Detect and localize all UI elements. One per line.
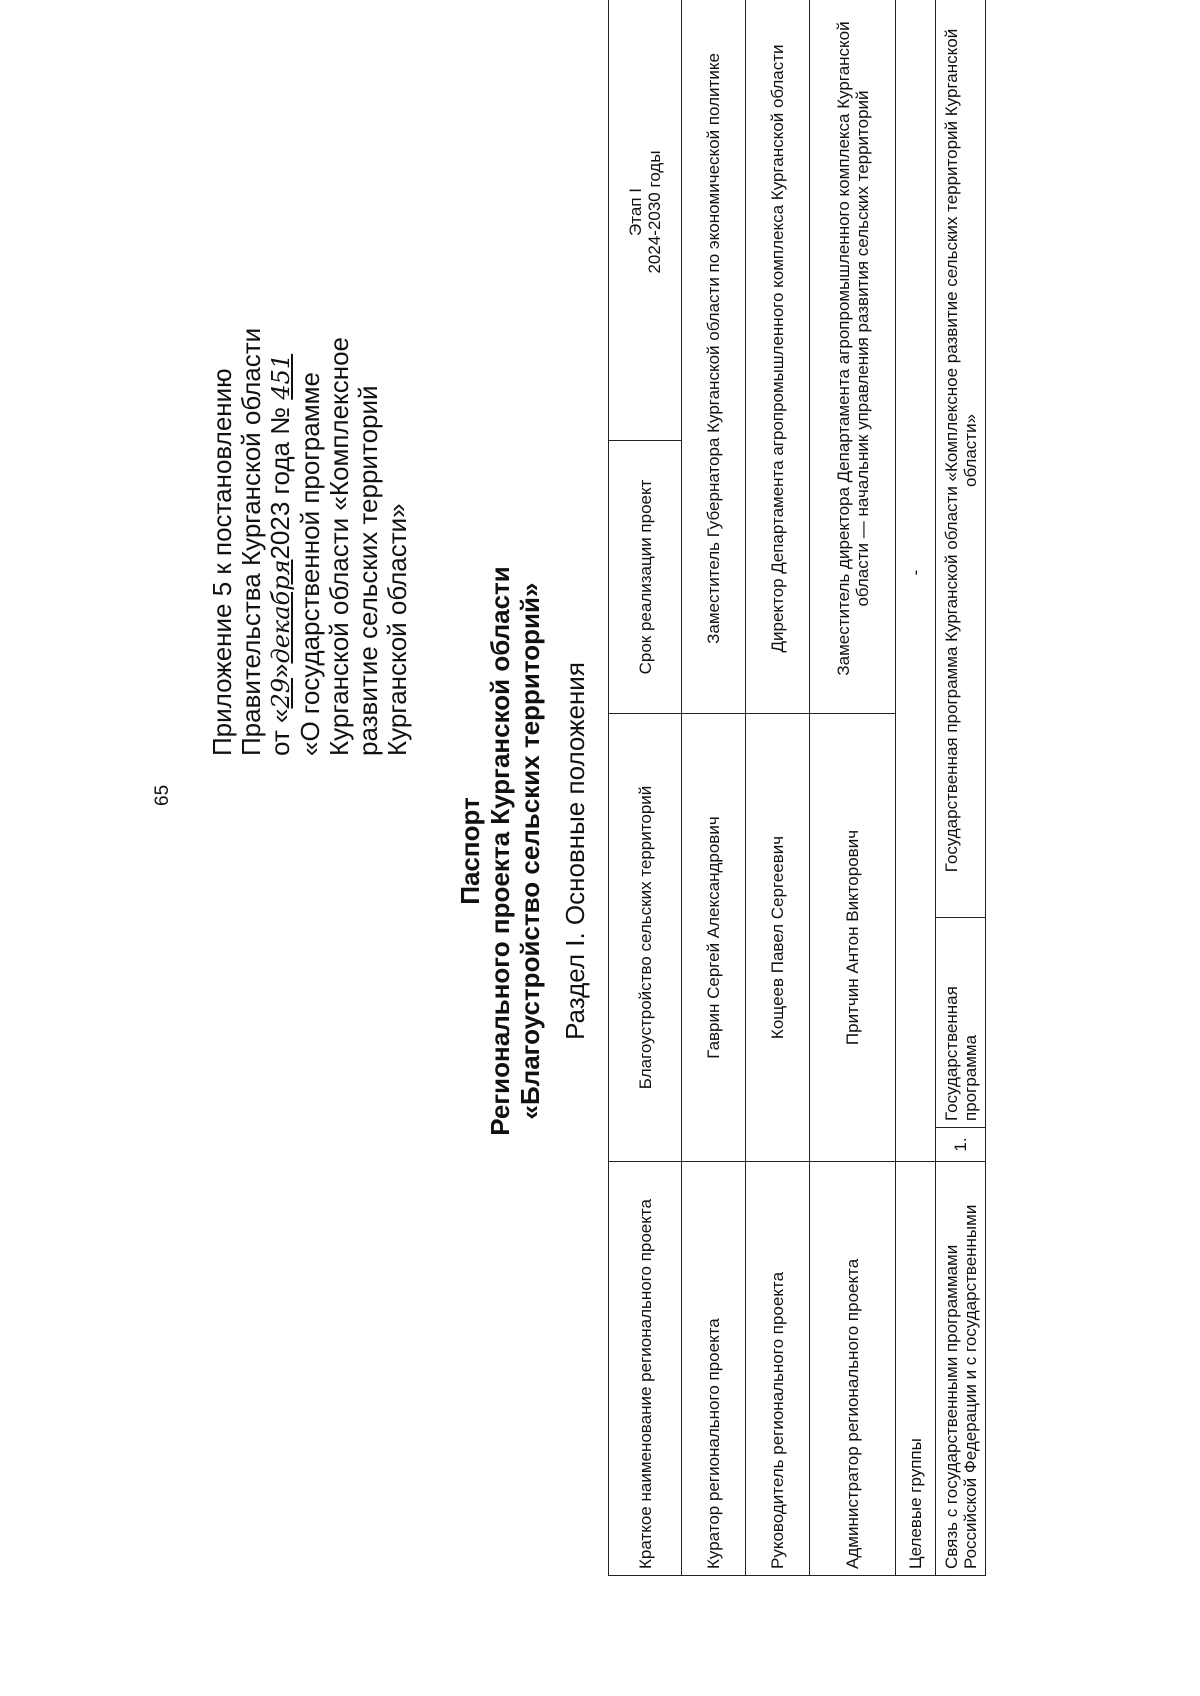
stage-years: 2024-2030 годы xyxy=(645,150,664,274)
table-row xyxy=(936,0,986,1576)
row-label: Администратор регионального проекта xyxy=(810,1162,896,1576)
appendix-line: Приложение 5 к постановлению xyxy=(207,368,237,756)
appendix-line: Курганской области» xyxy=(382,503,412,756)
row-label: Связь с государственными программами Российской Федерации и с государственными xyxy=(936,1162,986,1576)
section-heading: Раздел I. Основные положения xyxy=(560,662,590,1040)
leader-position: Директор Департамента агропромышленного комплекса Курганской области xyxy=(746,0,810,713)
appendix-line: развитие сельских территорий xyxy=(353,385,383,756)
row-label: Куратор регионального проекта xyxy=(682,1162,746,1576)
project-short-name: Благоустройство сельских территорий xyxy=(609,713,682,1161)
period-value xyxy=(609,0,681,440)
period-label: Срок реализации проект xyxy=(609,440,681,713)
row-label: Руководитель регионального проекта xyxy=(746,1162,810,1576)
appendix-date-year: 2023 года № xyxy=(265,406,295,560)
appendix-block xyxy=(208,16,412,756)
document-title xyxy=(455,386,545,1316)
program-name: Государственная программа Курганской области «Комплексное развитие сельских территорий Курганской области» xyxy=(936,0,986,918)
title-line: Регионального проекта Курганской области xyxy=(485,566,515,1136)
row-label: Целевые группы xyxy=(896,1162,936,1576)
appendix-line: Курганской области «Комплексное xyxy=(324,337,354,756)
table-row xyxy=(609,0,682,1576)
table-row xyxy=(810,0,896,1576)
leader-name: Кощеев Павел Сергеевич xyxy=(746,713,810,1161)
appendix-line: «О государственной программе xyxy=(295,372,325,756)
table-row xyxy=(896,0,936,1576)
target-groups-value: - xyxy=(896,0,936,1162)
handwritten-number: 451 xyxy=(267,353,295,400)
handwritten-day: 29 xyxy=(267,677,295,709)
stage-label: Этап I xyxy=(626,188,645,236)
program-type: Государственная программа xyxy=(936,918,986,1128)
appendix-line: Правительства Курганской области xyxy=(236,327,266,756)
title-line: «Благоустройство сельских территорий» xyxy=(515,582,545,1120)
table-row xyxy=(746,0,810,1576)
curator-position: Заместитель Губернатора Курганской области по экономической политике xyxy=(682,0,746,713)
administrator-position: Заместитель директора Департамента агропромышленного комплекса Курганской области — начальник управления развития сельских территорий xyxy=(810,0,896,713)
page-number: 65 xyxy=(152,784,173,806)
passport-table xyxy=(608,0,986,1576)
title-line: Паспорт xyxy=(455,797,485,905)
program-number: 1. xyxy=(936,1128,986,1162)
appendix-date-line xyxy=(266,16,296,756)
period-cell xyxy=(609,0,682,713)
appendix-date-prefix: от « xyxy=(265,708,295,756)
appendix-date-mid: » xyxy=(265,663,295,678)
row-label: Краткое наименование регионального проекта xyxy=(609,1162,682,1576)
curator-name: Гаврин Сергей Александрович xyxy=(682,713,746,1161)
table-row xyxy=(682,0,746,1576)
handwritten-month: декабря xyxy=(267,559,295,664)
administrator-name: Притчин Антон Викторович xyxy=(810,713,896,1161)
